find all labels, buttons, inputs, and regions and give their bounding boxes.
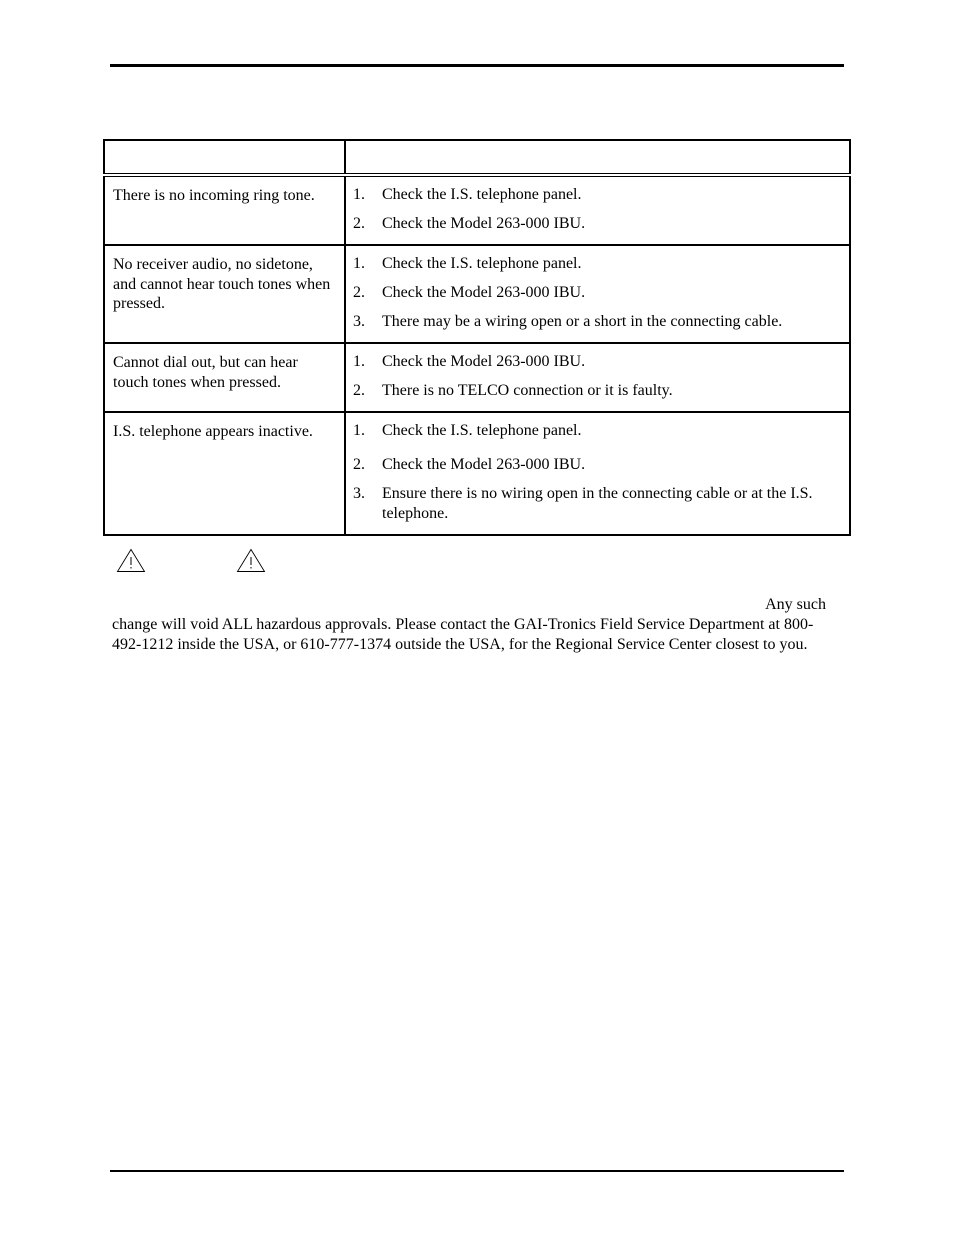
step-number: 2. [353,382,365,399]
step-item [353,283,843,303]
step-number: 1. [353,353,365,370]
solution-steps [353,254,843,332]
step-text: Check the I.S. telephone panel. [382,255,582,272]
step-text: There is no TELCO connection or it is faulty. [382,382,673,399]
step-item [353,312,843,332]
solution-cell [345,412,850,535]
step-text: Check the I.S. telephone panel. [382,186,582,203]
table-row [104,412,850,535]
solution-steps [353,421,843,524]
step-item [353,352,843,372]
step-number: 2. [353,284,365,301]
step-text: Check the Model 263-000 IBU. [382,353,586,370]
step-item [353,484,843,524]
solution-cell [345,175,850,245]
step-text: Ensure there is no wiring open in the connecting cable or at the I.S. telephone. [382,485,813,522]
solution-column-header [345,140,850,175]
step-number: 1. [353,255,365,272]
warning-paragraph [112,595,842,655]
step-number: 1. [353,186,365,203]
step-number: 3. [353,485,365,502]
step-number: 2. [353,215,365,232]
step-item [353,185,843,205]
step-item [353,214,843,234]
table-row [104,175,850,245]
solution-steps [353,185,843,234]
step-text: Check the Model 263-000 IBU. [382,284,586,301]
step-item [353,421,843,441]
step-number: 3. [353,313,365,330]
step-number: 1. [353,422,365,439]
table-header-row [104,140,850,175]
solution-steps [353,352,843,401]
step-item [353,381,843,401]
table-row [104,245,850,343]
solution-cell [345,245,850,343]
problem-cell: Cannot dial out, but can hear touch tones when pressed. [104,343,345,412]
troubleshooting-table [103,139,851,536]
step-item [353,254,843,274]
step-text: Check the I.S. telephone panel. [382,422,582,439]
step-text: Check the Model 263-000 IBU. [382,215,586,232]
step-text: There may be a wiring open or a short in the connecting cable. [382,313,783,330]
problem-column-header [104,140,345,175]
problem-cell: No receiver audio, no sidetone, and cannot hear touch tones when pressed. [104,245,345,343]
step-number: 2. [353,456,365,473]
step-item [353,455,843,475]
warning-body-text: change will void ALL hazardous approvals. Please contact the GAI-Tronics Field Service Department at 800-492-1212 inside the USA, or 610-777-1374 outside the USA, for the Regional Service Center closest to you. [112,616,814,653]
warning-triangle-icon [236,548,266,573]
problem-cell: I.S. telephone appears inactive. [104,412,345,535]
step-text: Check the Model 263-000 IBU. [382,456,586,473]
warning-triangle-icon [116,548,146,573]
table-row [104,343,850,412]
problem-cell: There is no incoming ring tone. [104,175,345,245]
warning-lead-text: Any such [765,596,826,613]
footer-rule [110,1170,844,1172]
solution-cell [345,343,850,412]
header-rule [110,64,844,67]
